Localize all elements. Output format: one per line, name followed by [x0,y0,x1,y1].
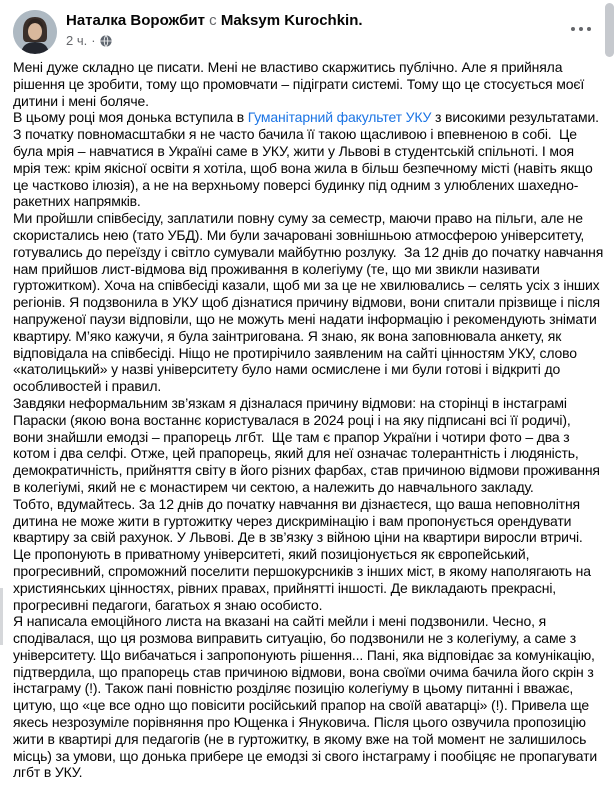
post-header [0,0,616,56]
timestamp[interactable]: 2 ч. [66,33,88,48]
post-paragraph [13,496,604,614]
left-edge-scroll-artifact [0,588,3,645]
header-text [66,10,363,48]
post-inline-link[interactable]: Гуманітарний факультет УКУ [247,109,432,126]
post-paragraph [13,395,604,496]
author-name[interactable]: Наталка Ворожбит [66,12,205,29]
post-paragraph [13,59,604,109]
avatar-image [13,10,57,54]
post-body [0,56,616,781]
name-suffix: . [358,12,363,29]
post-text-segment: В цьому році моя донька вступила в [13,109,248,126]
post-text-segment: Завдяки неформальним зв’язкам я дізналася причину відмови: на сторінці в інстаграмі Параски (якою вона востаннє користувалася в 2024 році і на яку підписані всі її родичі), вони знайшли емодзі – прапорець лгбт. Ще там є прапор України і чотири фото – два з котом і два селфі. Отже, цей прапорець, який для неї означає толерантність і людяність, демократичність, прийняття світу в його різних фарбах, став причиною відмови проживання в колегіумі, який не є монастирем чи сектою, а належить до навчального закладу. [13,394,604,495]
meta-separator: · [91,33,96,48]
meta-line [66,33,363,48]
globe-icon [100,35,112,47]
more-options-dot [587,27,591,31]
post-text-segment: Тобто, вдумайтесь. За 12 днів до початку навчання ви дізнаєтеся, що ваша неповнолітня дитина не може жити в гуртожитку через дискримінацію і вам пропонується орендувати квартиру за свій рахунок. У Львові. Де в зв’язку з війною ціни на квартири виросли втричі. Це пропонують в приватному університеті, який позиціонується як європейський, прогресивний, спроможний поселити першокурсників з інших міст, в якому наполягають на християнських цінностях, рівних правах, прийнятті іншості. Де викладають прекрасні, прогресивні педагоги, багатьох я знаю особисто. [13,495,595,613]
post-text-segment: Я написала емоційного листа на вказані на сайті мейли і мені подзвонили. Чесно, я сподівалася, що ця розмова виправить ситуацію, бо подзвонили не з колегіуму, а саме з університету. Що вибачаться і запропонують рішення... Пані, яка відповідає за комунікацію, підтвердила, що прапорець став причиною відмови, вона своїми очима бачила його скрін з інстаграму (!). Також пані повністю розділяє позицію колегіуму в цьому питанні і вважає, цитую, що «це все одно що повісити російський прапор на своїй аватарці» (!). Привела ще якесь незрозуміле порівняння про Ющенка і Януковича. Після цього озвучила пропозицію жити в квартирі для педагогів (не в гуртожитку, в якому вже на той момент не залишилось місць) за умови, що донька прибере це емодзі зі свого інстаграму і пообіцяє не пропагувати лгбт в УКУ. [13,613,601,781]
tagged-name[interactable]: Maksym Kurochkin [220,12,359,29]
more-options-button[interactable] [567,23,595,35]
post-text-segment: з високими результатами. З початку повномасштабки я не часто бачила її такою щасливою і впевненою в собі. Це була мрія – навчатися в Україні саме в УКУ, жити у Львові в студентській спільноті. І моя мрія теж: крім якісної освіти я хотіла, щоб вона жила в більш безпечному місті (навіть якщо це частково ілюзія), а не на верхньому поверсі будинку під одним з улюблених шахедно-ракетних напрямків. [13,109,603,210]
more-options-dot [571,27,575,31]
post-paragraph [13,613,604,781]
more-options-dot [579,27,583,31]
post-paragraph [13,210,607,395]
with-connector: с [209,12,217,29]
avatar[interactable] [13,10,57,54]
post-text-segment: Ми пройшли співбесіду, заплатили повну суму за семестр, маючи право на пільги, але не скористались нею (тато УБД). Ми були зачаровані зовнішньою атмосферою університету, готувались до переїзду і світло сумували майбутню розлуку. За 12 днів до початку навчання нам прийшов лист-відмова від проживання в колегіуму (те, що ми звикли називати гуртожитком). Хоча на співбесіді казали, щоб ми за це не хвилювались – селять усіх з інших регіонів. Я подзвонила в УКУ щоб дізнатися причину відмови, вони спитали прізвище і після напруженої паузи відповіли, що не можуть мені надати інформацію і рекомендують знімати квартиру. М’яко кажучи, я була заінтригована. Я знаю, як вона заповнювала анкету, як відповідала на співбесіді. Ніщо не протирічило заявленим на сайті цінностям УКУ, слово «католицький» у назві університету було нами осмислене і ми були готові і відкриті до особливостей і правил. [13,210,607,395]
post-text-segment: Мені дуже складно це писати. Мені не властиво скаржитись публічно. Але я прийняла рішення це зробити, тому що промовчати – підіграти системі. Тому що це стосується моєї дитини і мені боляче. [13,59,588,109]
post-paragraph [13,109,604,210]
name-line [66,11,363,30]
scrollbar-thumb[interactable] [605,3,614,57]
